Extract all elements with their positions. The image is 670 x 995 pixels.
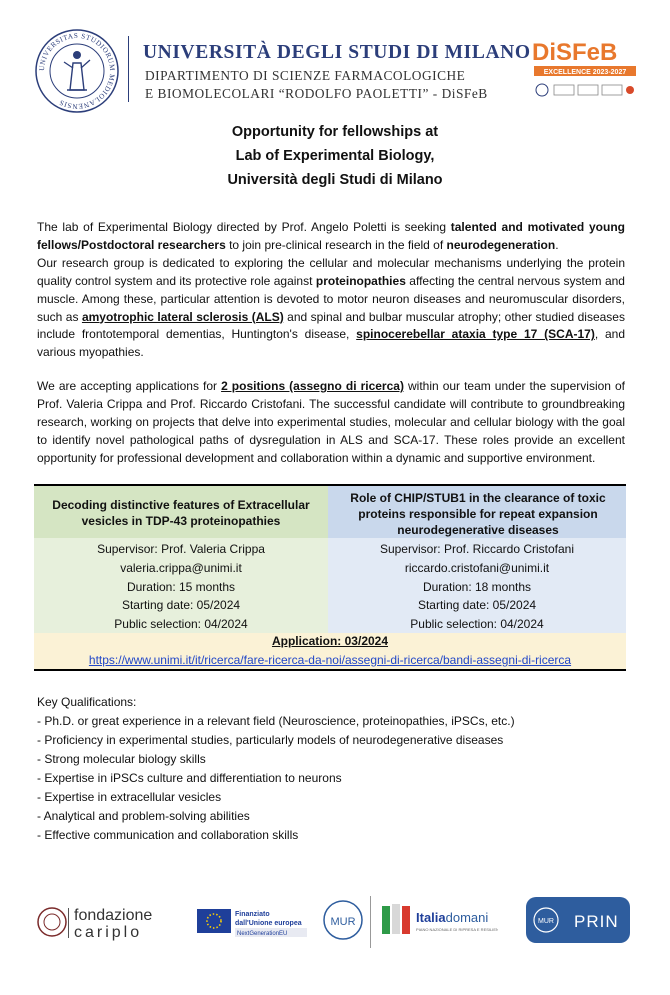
svg-text:PIANO NAZIONALE DI RIPRESA E R: PIANO NAZIONALE DI RIPRESA E RESILIENZA xyxy=(416,927,498,932)
mur-logo xyxy=(315,896,371,948)
svg-text:fondazione: fondazione xyxy=(74,907,153,924)
svg-text:dall'Unione europea: dall'Unione europea xyxy=(235,920,302,927)
qualification-item: - Strong molecular biology skills xyxy=(37,752,206,766)
university-seal-logo xyxy=(34,28,120,114)
italia-domani-logo xyxy=(380,900,498,940)
svg-text:Finanziato: Finanziato xyxy=(235,911,270,918)
position-1-title: Decoding distinctive features of Extracellular vesicles in TDP-43 proteinopathies xyxy=(52,498,310,528)
disfeb-excellence-logo xyxy=(530,34,640,104)
position-2-public-selection: Public selection: 04/2024 xyxy=(410,617,544,632)
position-2-duration: Duration: 18 months xyxy=(422,579,532,594)
application-date: Application: 03/2024 xyxy=(271,634,389,648)
qualification-item: - Proficiency in experimental studies, particularly models of neurodegenerative diseases xyxy=(37,733,504,747)
table-bottom-rule xyxy=(34,669,626,671)
university-name: UNIVERSITÀ DEGLI STUDI DI MILANO xyxy=(143,42,531,63)
eu-funding-logo xyxy=(197,907,309,939)
department-line-1: DIPARTIMENTO DI SCIENZE FARMACOLOGICHE xyxy=(145,68,466,83)
header-divider xyxy=(128,36,129,102)
intro-paragraph: The lab of Experimental Biology directed by Prof. Angelo Poletti is seeking talented and motivated young fellows/Postdoctoral researchers to join pre-clinical research in the field of neurodegeneration. Our research group is dedicated to exploring the cellular and molecular mechanisms underlying the protein quality control system and its protective role against proteinopathies affecting the central nervous system and muscle. Among these, particular attention is devoted to motor neuron diseases and neuromuscular disorders, such as amyotrophic lateral sclerosis (ALS) and spinal and bulbar muscular atrophy; other studied diseases include frontotemporal dementias, Huntington's disease, spinocerebellar ataxia type 17 (SCA-17), and various myopathies. xyxy=(37,220,625,360)
qualification-item: - Analytical and problem-solving abilities xyxy=(37,809,250,823)
svg-text:DiSFeB: DiSFeB xyxy=(532,39,618,66)
position-2-supervisor: Supervisor: Prof. Riccardo Cristofani xyxy=(379,542,575,556)
qualification-item: - Expertise in iPSCs culture and differentiation to neurons xyxy=(37,771,342,785)
mur-prin-logo xyxy=(526,897,630,943)
table-top-rule xyxy=(34,484,626,486)
page-title-line-2: Lab of Experimental Biology, xyxy=(235,148,435,164)
position-1-email: valeria.crippa@unimi.it xyxy=(120,560,242,575)
svg-text:NextGenerationEU: NextGenerationEU xyxy=(237,931,288,937)
position-1-public-selection: Public selection: 04/2024 xyxy=(114,617,248,632)
svg-text:EXCELLENCE 2023-2027: EXCELLENCE 2023-2027 xyxy=(543,69,627,76)
position-1-details xyxy=(34,540,328,634)
qualification-item: - Expertise in extracellular vesicles xyxy=(37,790,222,804)
svg-text:UNIVERSITAS STUDIORUM MEDIOLAN: UNIVERSITAS STUDIORUM MEDIOLANENSIS xyxy=(37,31,117,111)
position-1-start-date: Starting date: 05/2024 xyxy=(121,598,241,613)
position-2-email: riccardo.cristofani@unimi.it xyxy=(404,560,550,575)
svg-text:cariplo: cariplo xyxy=(74,924,143,941)
position-2-details xyxy=(328,540,626,634)
qualification-item: - Ph.D. or great experience in a relevant field (Neuroscience, proteinopathies, iPSCs, etc.) xyxy=(37,714,515,728)
svg-text:MUR: MUR xyxy=(330,916,356,928)
qualifications-heading: Key Qualifications: xyxy=(37,695,137,709)
qualification-item: - Effective communication and collaboration skills xyxy=(37,828,299,842)
positions-paragraph: We are accepting applications for 2 positions (assegno di ricerca) within our team under the supervision of Prof. Valeria Crippa and Prof. Riccardo Cristofani. The successful candidate will contribute to groundbreaking research, working on projects that delve into experimental studies, molecular and cellular biology with the goal to identify novel pathological paths of dysregulation in ALS and SCA-17. These roles provide an excellent opportunity for professional development and collaboration within a dynamic and supportive environment. xyxy=(37,379,625,465)
page-title-line-3: Università degli Studi di Milano xyxy=(227,172,443,188)
position-2-start-date: Starting date: 05/2024 xyxy=(417,598,537,613)
svg-text:MUR: MUR xyxy=(538,918,554,925)
position-2-title: Role of CHIP/STUB1 in the clearance of toxic proteins responsible for repeat expansion neurodegenerative diseases xyxy=(350,491,606,537)
svg-text:Italiadomani: Italiadomani xyxy=(416,910,489,925)
svg-text:PRIN: PRIN xyxy=(574,912,619,931)
application-link[interactable]: https://www.unimi.it/it/ricerca/fare-ricerca-da-noi/assegni-di-ricerca/bandi-assegni-di-ricerca xyxy=(88,653,572,667)
position-1-supervisor: Supervisor: Prof. Valeria Crippa xyxy=(97,542,265,556)
page-title-line-1: Opportunity for fellowships at xyxy=(231,124,439,140)
position-1-duration: Duration: 15 months xyxy=(126,579,236,594)
department-line-2: E BIOMOLECOLARI “RODOLFO PAOLETTI” - DiSFeB xyxy=(145,86,488,101)
fondazione-cariplo-logo xyxy=(36,902,186,942)
